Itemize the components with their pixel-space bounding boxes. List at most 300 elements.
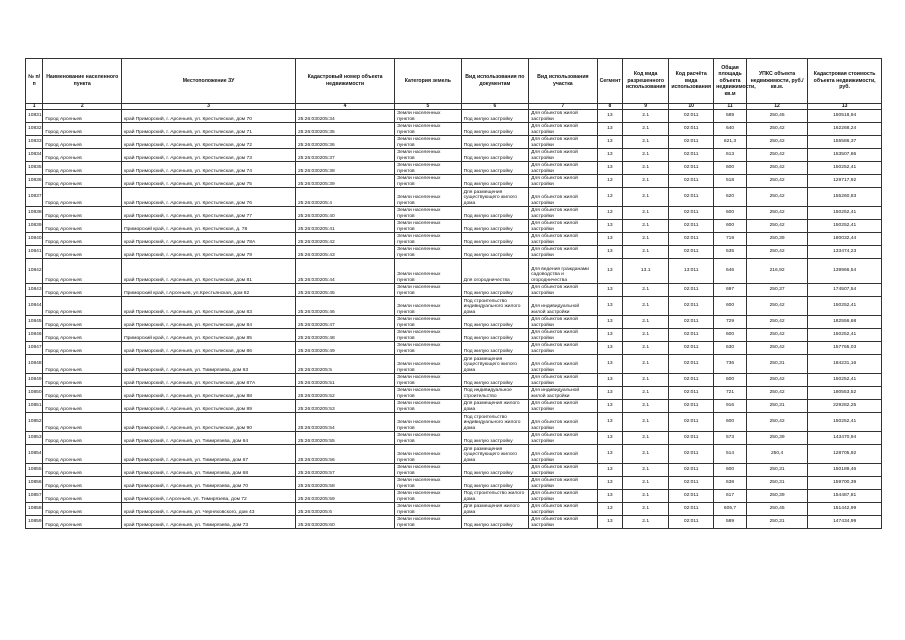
actual-use-cell: Для объектов жилой застройки — [529, 342, 598, 355]
land-category-cell: Земли населенных пунктов — [395, 175, 461, 188]
upks-cell: 250,31 — [746, 400, 807, 413]
cadastral-number-cell: 25:26:030205:4 — [295, 188, 394, 207]
upks-cell: 250,42 — [746, 387, 807, 400]
row-number-cell: 10855 — [26, 464, 43, 477]
calc-code-cell: 02:011 — [669, 123, 714, 136]
header-cell: Код расчёта вида использования — [669, 59, 714, 104]
land-category-cell: Земли населенных пунктов — [395, 516, 461, 529]
address-cell: край Приморский, г. Арсеньев, ул. Крестьянская, дом 81 — [122, 259, 296, 284]
address-cell: край Приморский, г. Арсеньев, ул. Крестьянская, дом 76 — [122, 188, 296, 207]
segment-cell: 13 — [597, 297, 623, 316]
documented-use-cell: Для размещения существующего жилого дома — [461, 355, 528, 374]
settlement-cell: Город Арсеньев — [43, 233, 122, 246]
cadastral-value-cell: 150252,41 — [808, 329, 882, 342]
cadastral-number-cell: 25:26:030205:51 — [295, 374, 394, 387]
address-cell: край Приморский, г. Арсеньев, ул. Крестьянская, дом 71 — [122, 123, 296, 136]
address-cell: край Приморский, г. Арсеньев, ул. Тимирязева, дом 70 — [122, 477, 296, 490]
segment-cell: 13 — [597, 329, 623, 342]
area-cell: 630 — [714, 342, 747, 355]
land-category-cell: Земли населенных пунктов — [395, 329, 461, 342]
row-number-cell: 10846 — [26, 329, 43, 342]
settlement-cell: Город Арсеньев — [43, 413, 122, 432]
land-category-cell: Земли населенных пунктов — [395, 400, 461, 413]
column-number: 12 — [746, 104, 807, 110]
use-code-cell: 2.1 — [623, 162, 669, 175]
column-number: 1 — [26, 104, 43, 110]
header-cell: Категория земель — [395, 59, 461, 104]
actual-use-cell: Для объектов жилой застройки — [529, 123, 598, 136]
upks-cell: 250,37 — [746, 284, 807, 297]
area-cell: 589 — [714, 516, 747, 529]
documented-use-cell: Под жилую застройку — [461, 233, 528, 246]
cadastral-number-cell: 25:26:030205:6 — [295, 503, 394, 516]
row-number-cell: 10833 — [26, 136, 43, 149]
table-row — [26, 387, 882, 400]
calc-code-cell: 13:011 — [669, 259, 714, 284]
area-cell: 646 — [714, 259, 747, 284]
settlement-cell: Город Арсеньев — [43, 110, 122, 123]
header-cell: Вид использования участка — [529, 59, 598, 104]
table-row — [26, 123, 882, 136]
row-number-cell: 10853 — [26, 432, 43, 445]
cadastral-value-cell: 143470,94 — [808, 432, 882, 445]
cadastral-number-cell: 25:26:030205:48 — [295, 329, 394, 342]
area-cell: 600 — [714, 297, 747, 316]
calc-code-cell: 02:011 — [669, 445, 714, 464]
documented-use-cell: Под жилую застройку — [461, 175, 528, 188]
cadastral-number-cell: 25:26:030205:55 — [295, 432, 394, 445]
settlement-cell: Город Арсеньев — [43, 123, 122, 136]
actual-use-cell: Для объектов жилой застройки — [529, 374, 598, 387]
header-cell: Общая площадь объекта недвижимости, кв.м — [714, 59, 747, 104]
land-category-cell: Земли населенных пунктов — [395, 259, 461, 284]
segment-cell: 13 — [597, 342, 623, 355]
settlement-cell: Город Арсеньев — [43, 259, 122, 284]
upks-cell: 250,39 — [746, 233, 807, 246]
cadastral-number-cell: 25:26:030205:47 — [295, 316, 394, 329]
use-code-cell: 2.1 — [623, 246, 669, 259]
segment-cell: 13 — [597, 477, 623, 490]
upks-cell: 250,31 — [746, 355, 807, 374]
table-row — [26, 477, 882, 490]
address-cell: край Приморский, г. Арсеньев, ул. Тимирязева, дом 67 — [122, 445, 296, 464]
cadastral-value-cell: 180553,52 — [808, 387, 882, 400]
area-cell: 600 — [714, 220, 747, 233]
actual-use-cell: Для объектов жилой застройки — [529, 503, 598, 516]
column-number: 7 — [529, 104, 598, 110]
upks-cell: 250,31 — [746, 477, 807, 490]
table-row — [26, 445, 882, 464]
documented-use-cell: Под жилую застройку — [461, 207, 528, 220]
header-cell: УПКС объекта недвижимости, руб./кв.м. — [746, 59, 807, 104]
column-number: 11 — [714, 104, 747, 110]
use-code-cell: 2.1 — [623, 220, 669, 233]
settlement-cell: Город Арсеньев — [43, 516, 122, 529]
settlement-cell: Город Арсеньев — [43, 477, 122, 490]
segment-cell: 13 — [597, 149, 623, 162]
cadastral-number-cell: 25:26:030205:52 — [295, 387, 394, 400]
cadastral-value-cell: 182556,68 — [808, 316, 882, 329]
use-code-cell: 2.1 — [623, 387, 669, 400]
use-code-cell: 2.1 — [623, 316, 669, 329]
land-category-cell: Земли населенных пунктов — [395, 207, 461, 220]
column-number: 5 — [395, 104, 461, 110]
use-code-cell: 2.1 — [623, 149, 669, 162]
actual-use-cell: Для объектов жилой застройки — [529, 110, 598, 123]
use-code-cell: 2.1 — [623, 136, 669, 149]
use-code-cell: 2.1 — [623, 207, 669, 220]
cadastral-value-cell: 154487,81 — [808, 490, 882, 503]
cadastral-value-cell: 157765,03 — [808, 342, 882, 355]
actual-use-cell: Для объектов жилой застройки — [529, 233, 598, 246]
address-cell: край Приморский, г. Арсеньев, ул. Крестьянская, дом 79 — [122, 246, 296, 259]
cadastral-value-cell: 150252,41 — [808, 162, 882, 175]
documented-use-cell: Для размещения существующего жилого дома — [461, 445, 528, 464]
area-cell: 535 — [714, 246, 747, 259]
address-cell: край Приморский, г. Арсеньев, ул. Крестьянская, дом 70 — [122, 110, 296, 123]
use-code-cell: 2.1 — [623, 445, 669, 464]
cadastral-number-cell: 25:26:030205:35 — [295, 123, 394, 136]
settlement-cell: Город Арсеньев — [43, 342, 122, 355]
upks-cell: 250,42 — [746, 342, 807, 355]
use-code-cell: 2.1 — [623, 175, 669, 188]
actual-use-cell: Для индивидуальной жилой застройки — [529, 387, 598, 400]
upks-cell: 250,42 — [746, 149, 807, 162]
upks-cell: 250,45 — [746, 503, 807, 516]
documented-use-cell: Под жилую застройку — [461, 374, 528, 387]
actual-use-cell: Для объектов жилой застройки — [529, 149, 598, 162]
address-cell: край Приморский, г. Арсеньев, ул. Крестьянская, дом 78А — [122, 233, 296, 246]
actual-use-cell: Для объектов жилой застройки — [529, 246, 598, 259]
segment-cell: 13 — [597, 162, 623, 175]
calc-code-cell: 02:011 — [669, 136, 714, 149]
calc-code-cell: 02:011 — [669, 297, 714, 316]
upks-cell: 250,42 — [746, 207, 807, 220]
table-row — [26, 413, 882, 432]
table-row — [26, 149, 882, 162]
use-code-cell: 2.1 — [623, 464, 669, 477]
area-cell: 518 — [714, 175, 747, 188]
documented-use-cell: Под строительство индивидуального жилого дома — [461, 413, 528, 432]
settlement-cell: Город Арсеньев — [43, 387, 122, 400]
row-number-cell: 10851 — [26, 400, 43, 413]
documented-use-cell: Под жилую застройку — [461, 516, 528, 529]
cadastral-number-cell: 25:26:030205:59 — [295, 490, 394, 503]
segment-cell: 13 — [597, 432, 623, 445]
calc-code-cell: 02:011 — [669, 188, 714, 207]
segment-cell: 13 — [597, 464, 623, 477]
settlement-cell: Город Арсеньев — [43, 490, 122, 503]
upks-cell: 250,42 — [746, 162, 807, 175]
cadastral-number-cell: 25:26:030205:40 — [295, 207, 394, 220]
cadastral-value-cell: 159700,39 — [808, 477, 882, 490]
address-cell: край Приморский, г. Арсеньев, ул. Тимирязева, дом 68 — [122, 464, 296, 477]
table-row — [26, 400, 882, 413]
address-cell: край Приморский, г. Арсеньев, ул. Крестьянская, дом 89 — [122, 400, 296, 413]
cadastral-number-cell: 25:26:030205:41 — [295, 220, 394, 233]
area-cell: 721 — [714, 387, 747, 400]
land-category-cell: Земли населенных пунктов — [395, 297, 461, 316]
upks-cell: 250,42 — [746, 123, 807, 136]
settlement-cell: Город Арсеньев — [43, 207, 122, 220]
use-code-cell: 2.1 — [623, 432, 669, 445]
actual-use-cell: Для объектов жилой застройки — [529, 432, 598, 445]
calc-code-cell: 02:011 — [669, 355, 714, 374]
area-cell: 605,7 — [714, 503, 747, 516]
documented-use-cell: Под жилую застройку — [461, 284, 528, 297]
use-code-cell: 2.1 — [623, 400, 669, 413]
column-number: 13 — [808, 104, 882, 110]
table-row — [26, 516, 882, 529]
upks-cell: 250,4 — [746, 445, 807, 464]
area-cell: 600 — [714, 207, 747, 220]
header-cell: Наименование населенного пункта — [43, 59, 122, 104]
area-cell: 600 — [714, 413, 747, 432]
segment-cell: 13 — [597, 259, 623, 284]
land-category-cell: Земли населенных пунктов — [395, 233, 461, 246]
cadastral-value-sheet — [25, 58, 882, 529]
upks-cell: 250,42 — [746, 246, 807, 259]
area-cell: 600 — [714, 162, 747, 175]
documented-use-cell: Под жилую застройку — [461, 477, 528, 490]
row-number-cell: 10859 — [26, 516, 43, 529]
cadastral-value-cell: 150252,41 — [808, 374, 882, 387]
cadastral-value-cell: 150252,41 — [808, 220, 882, 233]
address-cell: край Приморский, г. Арсеньев, ул. Крестьянская, дом 77 — [122, 207, 296, 220]
header-cell: Местоположение ЗУ — [122, 59, 296, 104]
land-category-cell: Земли населенных пунктов — [395, 413, 461, 432]
documented-use-cell: Под жилую застройку — [461, 464, 528, 477]
row-number-cell: 10847 — [26, 342, 43, 355]
use-code-cell: 2.1 — [623, 233, 669, 246]
calc-code-cell: 02:011 — [669, 207, 714, 220]
use-code-cell: 2.1 — [623, 188, 669, 207]
land-category-cell: Земли населенных пунктов — [395, 477, 461, 490]
land-category-cell: Земли населенных пунктов — [395, 149, 461, 162]
column-number: 3 — [122, 104, 296, 110]
address-cell: край Приморский, г. Арсеньев, ул. Крестьянская, дом 87А — [122, 374, 296, 387]
settlement-cell: Город Арсеньев — [43, 464, 122, 477]
settlement-cell: Город Арсеньев — [43, 188, 122, 207]
row-number-cell: 10857 — [26, 490, 43, 503]
header-cell: Кадастровая стоимость объекта недвижимости, руб. — [808, 59, 882, 104]
actual-use-cell: Для объектов жилой застройки — [529, 355, 598, 374]
cadastral-number-cell: 25:26:030205:58 — [295, 477, 394, 490]
land-category-cell: Земли населенных пунктов — [395, 136, 461, 149]
segment-cell: 13 — [597, 207, 623, 220]
row-number-cell: 10834 — [26, 149, 43, 162]
column-number: 9 — [623, 104, 669, 110]
table-row — [26, 316, 882, 329]
settlement-cell: Город Арсеньев — [43, 175, 122, 188]
table-row — [26, 284, 882, 297]
upks-cell: 250,42 — [746, 136, 807, 149]
use-code-cell: 2.1 — [623, 284, 669, 297]
header-cell: Кадастровый номер объекта недвижимости — [295, 59, 394, 104]
upks-cell: 250,42 — [746, 374, 807, 387]
upks-cell: 250,42 — [746, 188, 807, 207]
settlement-cell: Город Арсеньев — [43, 355, 122, 374]
documented-use-cell: Под жилую застройку — [461, 162, 528, 175]
segment-cell: 13 — [597, 136, 623, 149]
cadastral-value-cell: 139966,54 — [808, 259, 882, 284]
segment-cell: 13 — [597, 516, 623, 529]
address-cell: край Приморский, г. Арсеньев, ул. Крестьянская, дом 72 — [122, 136, 296, 149]
actual-use-cell: Для объектов жилой застройки — [529, 329, 598, 342]
column-number: 4 — [295, 104, 394, 110]
address-cell: край Приморский, г. Арсеньев, ул. Крестьянская, дом 86 — [122, 342, 296, 355]
land-category-cell: Земли населенных пунктов — [395, 355, 461, 374]
segment-cell: 13 — [597, 110, 623, 123]
address-cell: край Приморский, г. Арсеньев, ул. Крестьянская, дом 73 — [122, 149, 296, 162]
actual-use-cell: Для индивидуальной жилой застройки — [529, 297, 598, 316]
table-row — [26, 490, 882, 503]
area-cell: 573 — [714, 432, 747, 445]
cadastral-value-cell: 129717,92 — [808, 175, 882, 188]
land-category-cell: Земли населенных пунктов — [395, 374, 461, 387]
use-code-cell: 2.1 — [623, 503, 669, 516]
segment-cell: 13 — [597, 188, 623, 207]
row-number-cell: 10848 — [26, 355, 43, 374]
header-cell: № п/п — [26, 59, 43, 104]
row-number-cell: 10838 — [26, 207, 43, 220]
cadastral-value-cell: 229282,25 — [808, 400, 882, 413]
land-category-cell: Земли населенных пунктов — [395, 284, 461, 297]
cadastral-value-cell: 151442,99 — [808, 503, 882, 516]
cadastral-value-cell: 150252,41 — [808, 297, 882, 316]
use-code-cell: 2.1 — [623, 490, 669, 503]
segment-cell: 13 — [597, 123, 623, 136]
actual-use-cell: Для объектов жилой застройки — [529, 464, 598, 477]
segment-cell: 13 — [597, 374, 623, 387]
cadastral-value-cell: 180032,44 — [808, 233, 882, 246]
cadastral-number-cell: 25:26:030205:42 — [295, 233, 394, 246]
cadastral-number-cell: 25:26:030205:60 — [295, 516, 394, 529]
row-number-cell: 10852 — [26, 413, 43, 432]
table-row — [26, 374, 882, 387]
upks-cell: 250,42 — [746, 413, 807, 432]
upks-cell: 216,92 — [746, 259, 807, 284]
upks-cell: 250,31 — [746, 464, 807, 477]
calc-code-cell: 02:011 — [669, 432, 714, 445]
cadastral-value-cell: 174507,54 — [808, 284, 882, 297]
calc-code-cell: 02:011 — [669, 175, 714, 188]
documented-use-cell: Под жилую застройку — [461, 316, 528, 329]
actual-use-cell: Для объектов жилой застройки — [529, 162, 598, 175]
actual-use-cell: Для объектов жилой застройки — [529, 207, 598, 220]
area-cell: 589 — [714, 110, 747, 123]
segment-cell: 13 — [597, 175, 623, 188]
upks-cell: 250,39 — [746, 490, 807, 503]
table-row — [26, 329, 882, 342]
documented-use-cell: Под жилую застройку — [461, 220, 528, 233]
cadastral-number-cell: 25:26:030205:36 — [295, 136, 394, 149]
header-cell: Код вида разрешенного использования — [623, 59, 669, 104]
table-row — [26, 355, 882, 374]
settlement-cell: Город Арсеньев — [43, 329, 122, 342]
cadastral-number-cell: 25:26:030205:45 — [295, 284, 394, 297]
segment-cell: 13 — [597, 220, 623, 233]
settlement-cell: Город Арсеньев — [43, 445, 122, 464]
land-category-cell: Земли населенных пунктов — [395, 110, 461, 123]
segment-cell: 13 — [597, 445, 623, 464]
cadastral-number-cell: 25:26:030205:38 — [295, 162, 394, 175]
settlement-cell: Город Арсеньев — [43, 149, 122, 162]
table-row — [26, 175, 882, 188]
documented-use-cell: Под жилую застройку — [461, 329, 528, 342]
use-code-cell: 2.1 — [623, 516, 669, 529]
area-cell: 613 — [714, 149, 747, 162]
cadastral-number-cell: 25:26:030205:46 — [295, 297, 394, 316]
land-category-cell: Земли населенных пунктов — [395, 387, 461, 400]
calc-code-cell: 02:011 — [669, 374, 714, 387]
use-code-cell: 2.1 — [623, 413, 669, 432]
table-row — [26, 342, 882, 355]
settlement-cell: Город Арсеньев — [43, 136, 122, 149]
land-category-cell: Земли населенных пунктов — [395, 445, 461, 464]
area-cell: 719 — [714, 233, 747, 246]
documented-use-cell: Под индивидуальное строительство — [461, 387, 528, 400]
cadastral-value-cell: 184231,16 — [808, 355, 882, 374]
header-row — [26, 59, 882, 104]
segment-cell: 13 — [597, 413, 623, 432]
area-cell: 620 — [714, 188, 747, 207]
address-cell: край Приморский, г.Арсеньев, ул. Тимирязева, дом 72 — [122, 490, 296, 503]
row-number-cell: 10836 — [26, 175, 43, 188]
upks-cell: 250,39 — [746, 432, 807, 445]
documented-use-cell: Для размещения жилого дома — [461, 503, 528, 516]
calc-code-cell: 02:011 — [669, 162, 714, 175]
cadastral-number-cell: 25:26:030205:53 — [295, 400, 394, 413]
area-cell: 514 — [714, 445, 747, 464]
calc-code-cell: 02:011 — [669, 316, 714, 329]
table-row — [26, 162, 882, 175]
use-code-cell: 2.1 — [623, 297, 669, 316]
segment-cell: 13 — [597, 284, 623, 297]
address-cell: край Приморский, г. Арсеньев, ул. Тимирязева, дом 64 — [122, 432, 296, 445]
land-category-cell: Земли населенных пунктов — [395, 246, 461, 259]
cadastral-value-cell: 150252,41 — [808, 207, 882, 220]
row-number-cell: 10854 — [26, 445, 43, 464]
area-cell: 600 — [714, 464, 747, 477]
settlement-cell: Город Арсеньев — [43, 400, 122, 413]
land-category-cell: Земли населенных пунктов — [395, 464, 461, 477]
row-number-cell: 10839 — [26, 220, 43, 233]
table-row — [26, 220, 882, 233]
documented-use-cell: Под строительство индивидуального жилого дома — [461, 297, 528, 316]
table-row — [26, 297, 882, 316]
calc-code-cell: 02:011 — [669, 503, 714, 516]
land-category-cell: Земли населенных пунктов — [395, 342, 461, 355]
address-cell: край Приморский, г. Арсеньев, ул. Крестьянская, дом 84 — [122, 316, 296, 329]
calc-code-cell: 02:011 — [669, 400, 714, 413]
table-row — [26, 136, 882, 149]
actual-use-cell: Для объектов жилой застройки — [529, 516, 598, 529]
documented-use-cell: Под жилую застройку — [461, 123, 528, 136]
column-number: 10 — [669, 104, 714, 110]
calc-code-cell: 02:011 — [669, 246, 714, 259]
settlement-cell: Город Арсеньев — [43, 374, 122, 387]
table-row — [26, 432, 882, 445]
cadastral-number-cell: 25:26:030205:34 — [295, 110, 394, 123]
area-cell: 600 — [714, 329, 747, 342]
documented-use-cell: Под жилую застройку — [461, 110, 528, 123]
cadastral-number-cell: 25:26:030205:5 — [295, 355, 394, 374]
area-cell: 729 — [714, 316, 747, 329]
segment-cell: 13 — [597, 233, 623, 246]
documented-use-cell: Под строительство жилого дома — [461, 490, 528, 503]
row-number-cell: 10842 — [26, 259, 43, 284]
